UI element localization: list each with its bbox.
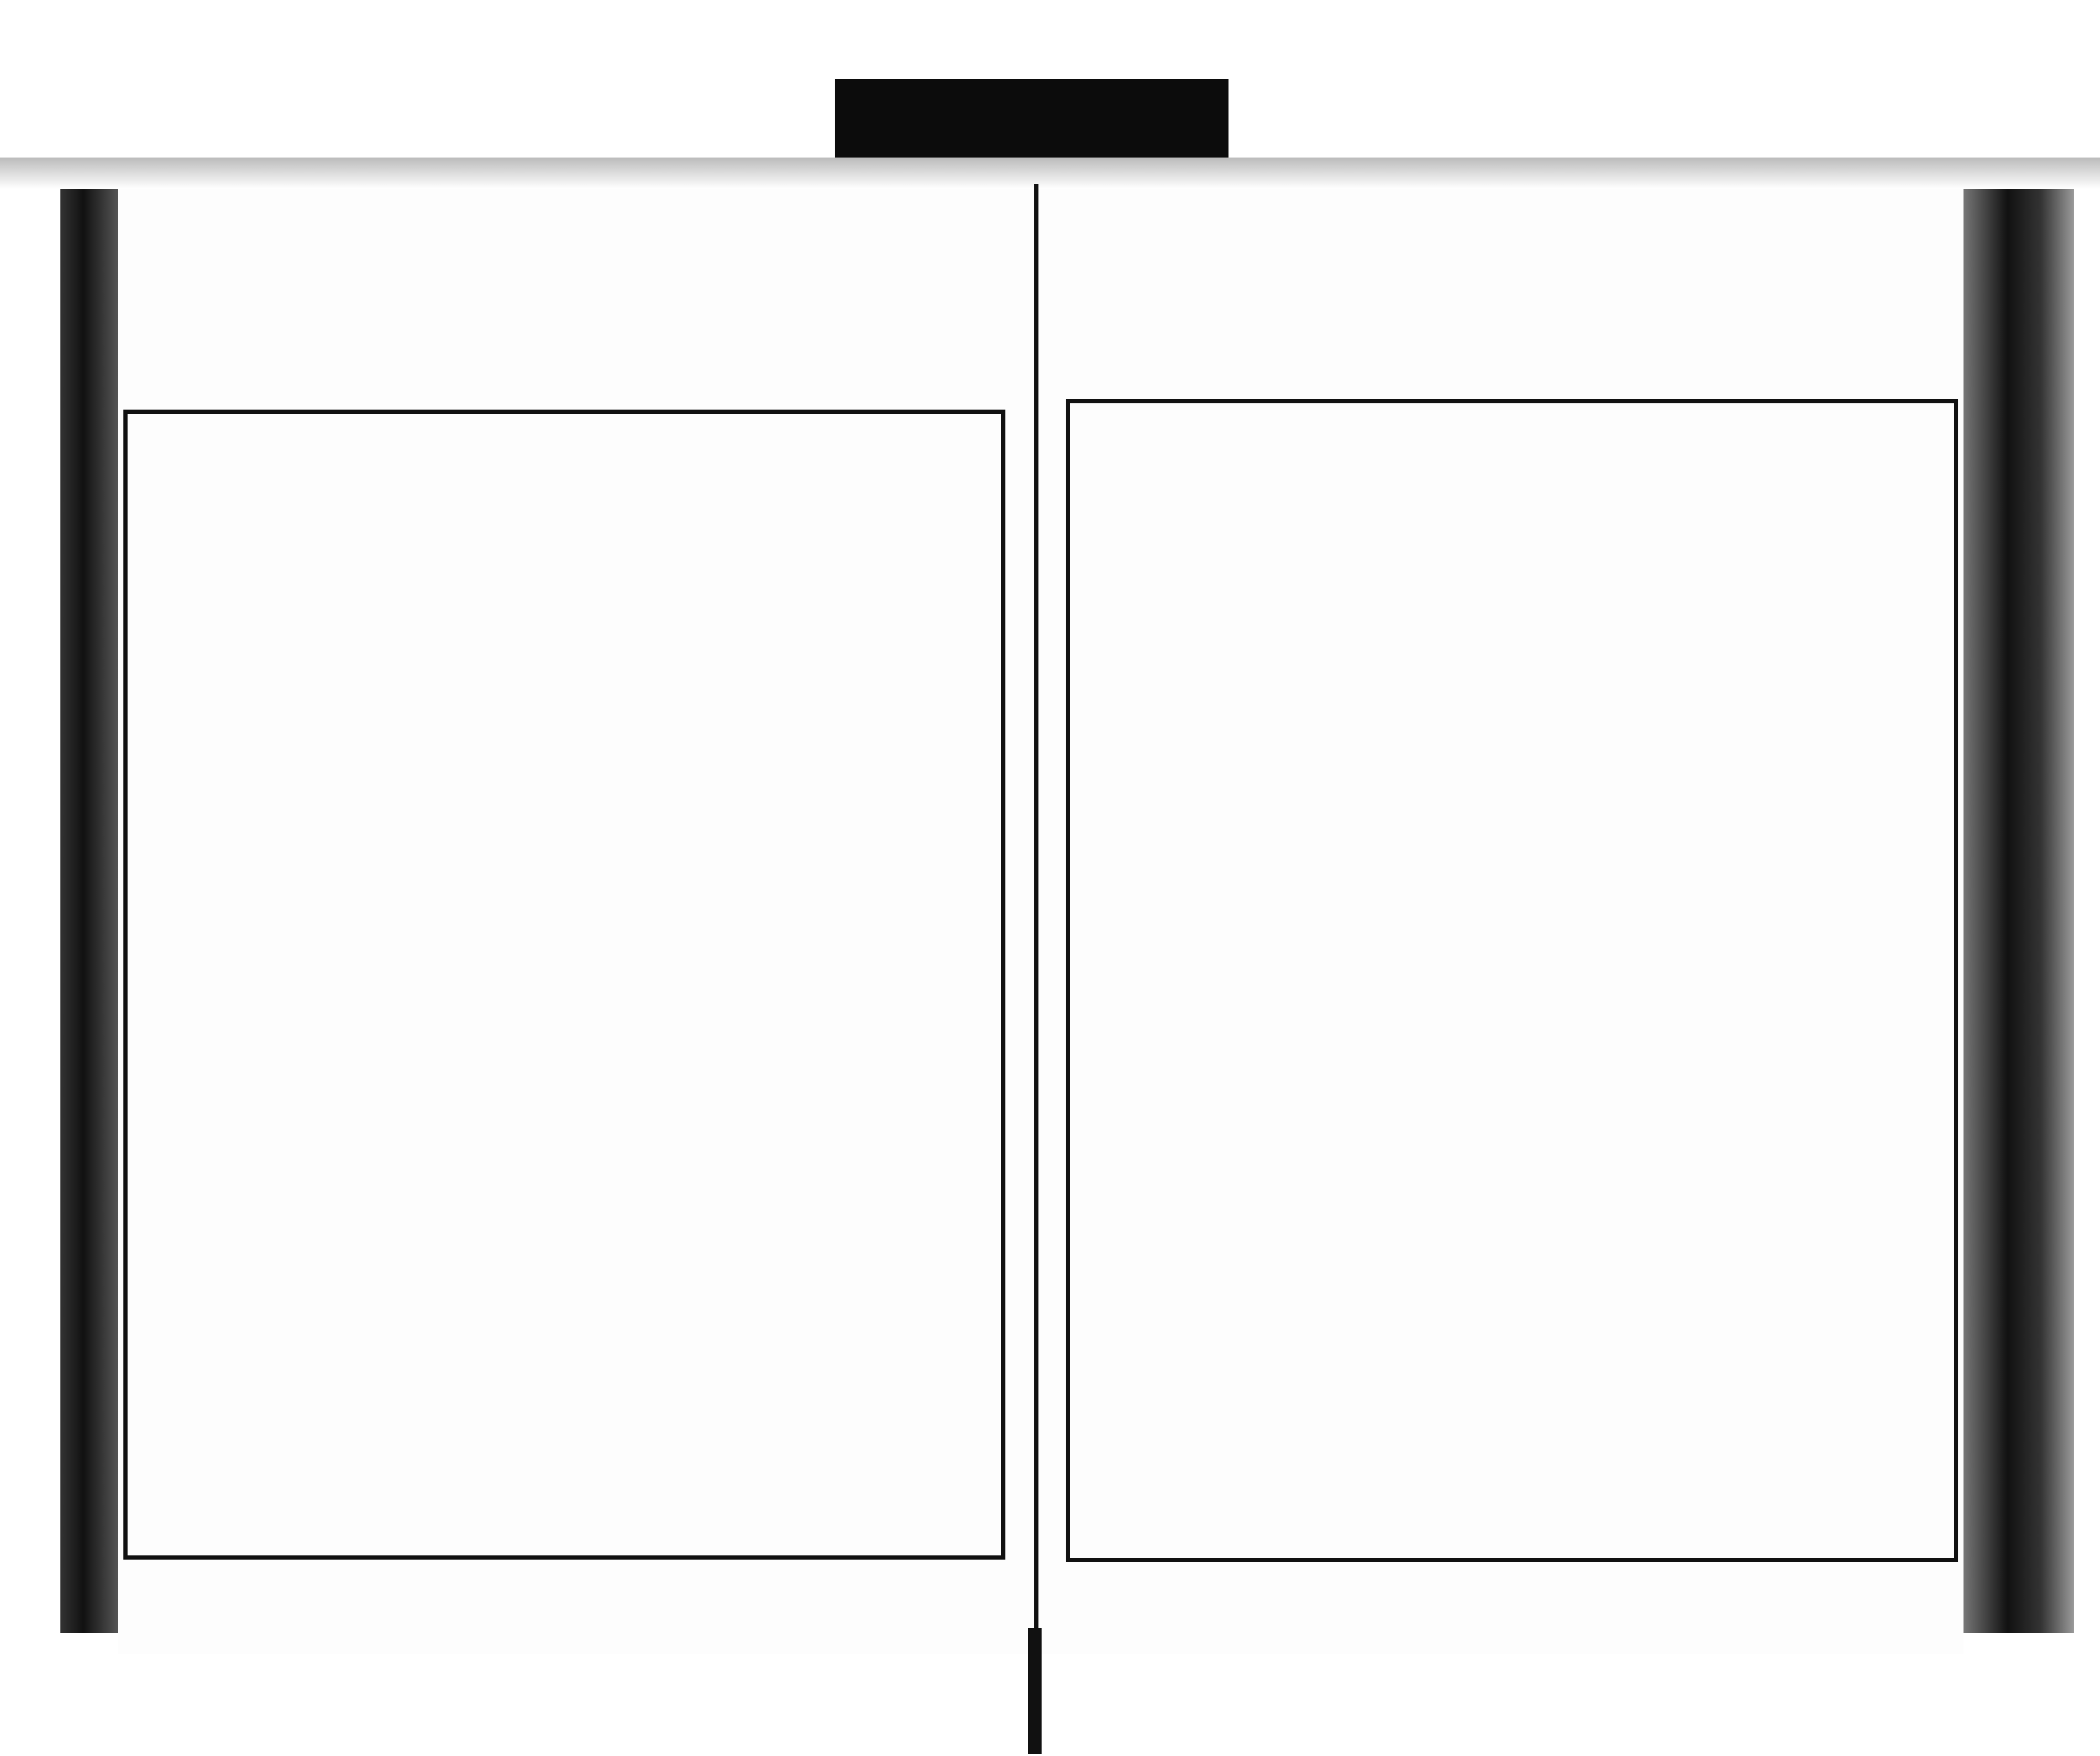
scan-label	[835, 79, 1228, 158]
left-book-edge	[60, 189, 118, 1633]
right-book-edge	[1964, 189, 2074, 1633]
right-text-frame	[1066, 399, 1958, 1562]
left-text-frame	[123, 410, 1005, 1560]
book-spine	[1034, 184, 1038, 1749]
top-shadow	[0, 158, 2100, 189]
spine-tail	[1028, 1628, 1042, 1754]
